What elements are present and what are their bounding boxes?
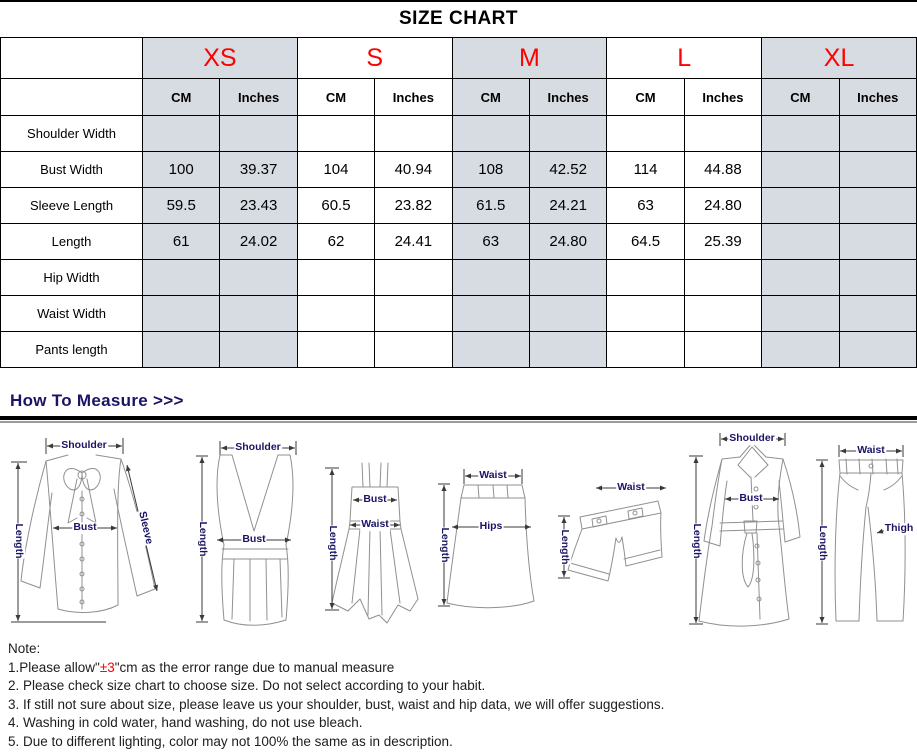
size-cell [839, 188, 916, 224]
size-cell: 63 [607, 188, 684, 224]
size-cell: 39.37 [220, 152, 297, 188]
blouse-shoulder-label: Shoulder [61, 439, 107, 452]
size-cell [375, 296, 452, 332]
size-cell: 64.5 [607, 224, 684, 260]
pants-waist-label: Waist [857, 444, 885, 457]
size-cell: 62 [297, 224, 374, 260]
pants-figure [813, 443, 913, 628]
size-cell [452, 116, 529, 152]
size-cell [762, 260, 839, 296]
size-cell: 24.02 [220, 224, 297, 260]
table-row [1, 296, 917, 332]
unit-header-cm: CM [607, 79, 684, 116]
note-1-tolerance: ±3 [99, 659, 115, 675]
size-cell [607, 116, 684, 152]
size-header-row [1, 38, 917, 79]
how-to-measure-heading: How To Measure >>> [10, 391, 184, 410]
section-divider [0, 416, 917, 420]
blouse-sleeve-label: Sleeve [136, 510, 156, 546]
section-divider-shadow [0, 421, 917, 423]
corner-cell [1, 38, 143, 79]
size-table [0, 37, 917, 368]
size-cell: 23.43 [220, 188, 297, 224]
table-row [1, 152, 917, 188]
size-cell [529, 332, 606, 368]
note-1-suffix: "cm as the error range due to manual measure [114, 659, 395, 675]
size-cell [529, 116, 606, 152]
coat-bust-label: Bust [739, 492, 763, 505]
shorts-waist-label: Waist [617, 481, 645, 494]
row-label: Shoulder Width [1, 116, 143, 152]
size-cell [143, 332, 220, 368]
size-cell: 104 [297, 152, 374, 188]
unit-header-cm: CM [297, 79, 374, 116]
blouse-figure [6, 433, 181, 633]
unit-header-inches: Inches [375, 79, 452, 116]
corner-cell [1, 79, 143, 116]
unit-header-inches: Inches [839, 79, 916, 116]
size-cell [529, 296, 606, 332]
size-cell: 60.5 [297, 188, 374, 224]
size-cell: 100 [143, 152, 220, 188]
size-cell [220, 296, 297, 332]
size-cell: 44.88 [684, 152, 761, 188]
size-cell [375, 260, 452, 296]
notes-heading: Note: [8, 641, 41, 656]
shorts-figure [556, 475, 671, 600]
size-cell [607, 260, 684, 296]
row-label: Sleeve Length [1, 188, 143, 224]
size-cell: 24.80 [529, 224, 606, 260]
note-line: 3. If still not sure about size, please leave us your shoulder, bust, waist and hip data, we will offer suggestions. [8, 696, 665, 712]
size-cell [762, 296, 839, 332]
unit-header-row [1, 79, 917, 116]
dress-length-label: Length [326, 525, 339, 561]
size-cell [452, 332, 529, 368]
size-cell: 114 [607, 152, 684, 188]
size-cell [762, 188, 839, 224]
size-cell [220, 116, 297, 152]
pants-thigh-label: Thigh [884, 522, 914, 535]
unit-header-inches: Inches [220, 79, 297, 116]
tank-bust-label: Bust [242, 533, 266, 546]
table-row [1, 116, 917, 152]
shorts-length-label: Length [558, 529, 571, 565]
size-cell [839, 116, 916, 152]
skirt-figure [436, 465, 541, 620]
pants-length-label: Length [816, 525, 829, 561]
page-title: SIZE CHART [399, 8, 518, 29]
size-cell [452, 296, 529, 332]
size-cell [762, 332, 839, 368]
size-cell: 24.80 [684, 188, 761, 224]
skirt-waist-label: Waist [479, 469, 507, 482]
unit-header-cm: CM [143, 79, 220, 116]
size-cell [762, 152, 839, 188]
size-cell [684, 332, 761, 368]
blouse-bust-label: Bust [73, 521, 97, 534]
size-cell [684, 296, 761, 332]
measure-figures [0, 429, 917, 631]
size-cell [297, 116, 374, 152]
size-header-xl: XL [762, 38, 917, 79]
note-line: 4. Washing in cold water, hand washing, do not use bleach. [8, 715, 363, 730]
table-row [1, 332, 917, 368]
note-1-prefix: 1.Please allow" [8, 659, 100, 675]
size-cell [297, 332, 374, 368]
size-cell [220, 332, 297, 368]
skirt-drawing [436, 465, 541, 620]
unit-header-cm: CM [452, 79, 529, 116]
size-cell: 61.5 [452, 188, 529, 224]
size-cell: 23.82 [375, 188, 452, 224]
top-divider [0, 0, 917, 2]
size-cell: 24.21 [529, 188, 606, 224]
row-label: Pants length [1, 332, 143, 368]
table-row [1, 260, 917, 296]
size-cell: 63 [452, 224, 529, 260]
skirt-length-label: Length [438, 527, 451, 563]
size-cell: 59.5 [143, 188, 220, 224]
size-cell: 61 [143, 224, 220, 260]
size-cell: 42.52 [529, 152, 606, 188]
size-cell [143, 296, 220, 332]
row-label: Waist Width [1, 296, 143, 332]
size-cell [684, 260, 761, 296]
coat-shoulder-label: Shoulder [729, 432, 775, 445]
unit-header-cm: CM [762, 79, 839, 116]
size-cell: 40.94 [375, 152, 452, 188]
size-cell: 25.39 [684, 224, 761, 260]
size-cell [297, 260, 374, 296]
unit-header-inches: Inches [684, 79, 761, 116]
note-line-1 [8, 659, 917, 678]
table-row [1, 224, 917, 260]
dress-bust-label: Bust [363, 493, 387, 506]
dress-figure [322, 455, 427, 635]
skirt-hips-label: Hips [479, 520, 503, 533]
shorts-drawing [556, 475, 671, 600]
blouse-length-label: Length [12, 523, 25, 559]
size-cell [607, 332, 684, 368]
size-cell [143, 116, 220, 152]
size-cell [607, 296, 684, 332]
size-cell [529, 260, 606, 296]
unit-header-inches: Inches [529, 79, 606, 116]
size-cell: 24.41 [375, 224, 452, 260]
size-cell [220, 260, 297, 296]
size-cell [762, 116, 839, 152]
size-cell [375, 116, 452, 152]
size-cell [143, 260, 220, 296]
size-cell [839, 152, 916, 188]
size-cell [297, 296, 374, 332]
coat-figure [684, 431, 804, 631]
size-cell [839, 260, 916, 296]
size-header-l: L [607, 38, 762, 79]
size-cell [839, 224, 916, 260]
tank-top-figure [192, 437, 312, 637]
size-cell [762, 224, 839, 260]
size-cell [684, 116, 761, 152]
coat-length-label: Length [690, 523, 703, 559]
size-cell [375, 332, 452, 368]
note-line: 2. Please check size chart to choose size. Do not select according to your habit. [8, 678, 486, 693]
notes-section [8, 640, 917, 751]
size-header-m: M [452, 38, 607, 79]
row-label: Length [1, 224, 143, 260]
size-header-xs: XS [143, 38, 298, 79]
size-cell: 108 [452, 152, 529, 188]
size-header-s: S [297, 38, 452, 79]
tank-length-label: Length [196, 521, 209, 557]
size-cell [839, 296, 916, 332]
table-row [1, 188, 917, 224]
row-label: Hip Width [1, 260, 143, 296]
tank-shoulder-label: Shoulder [235, 441, 281, 454]
row-label: Bust Width [1, 152, 143, 188]
note-line: 5. Due to different lighting, color may not 100% the same as in description. [8, 733, 453, 749]
size-cell [839, 332, 916, 368]
size-cell [452, 260, 529, 296]
dress-waist-label: Waist [361, 518, 389, 531]
